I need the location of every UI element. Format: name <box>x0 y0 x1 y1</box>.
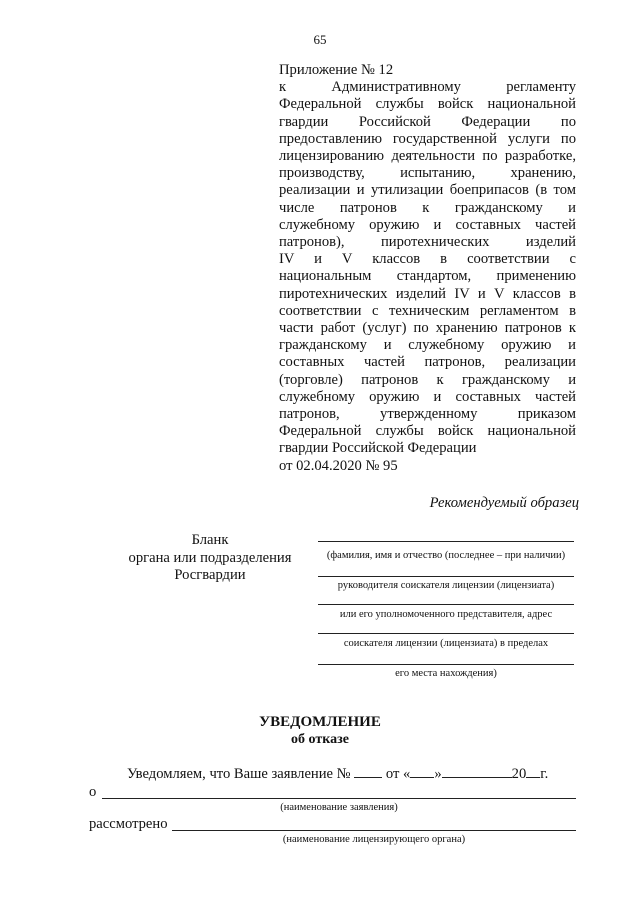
document-title: УВЕДОМЛЕНИЕ <box>259 714 381 730</box>
notice-quote-close: » <box>434 766 442 782</box>
appendix-line: числе патронов к гражданскому и <box>279 199 576 216</box>
notice-line <box>127 765 548 783</box>
appendix-line: IV и V классов в соответствии с <box>279 251 576 268</box>
appendix-line: Федеральной службы войск национальной <box>279 96 576 113</box>
appendix-line: соответствии с техническим регламентом в <box>279 302 576 319</box>
appendix-line: Приложение № 12 <box>279 62 394 78</box>
appendix-line: гвардии Российской Федерации по <box>279 113 576 130</box>
addressee-field[interactable] <box>318 664 574 665</box>
addressee-caption: его места нахождения) <box>395 668 497 679</box>
appendix-line: пиротехнических изделий IV и V классов в <box>279 285 576 302</box>
application-number-field[interactable] <box>354 765 382 778</box>
appendix-line: составных частей патронов, реализации <box>279 354 576 371</box>
addressee-field[interactable] <box>318 604 574 605</box>
day-field[interactable] <box>410 765 434 778</box>
appendix-line: лицензированию деятельности по разработке, <box>279 148 576 165</box>
appendix-header <box>279 62 576 475</box>
addressee-caption: руководителя соискателя лицензии (лицензиата) <box>337 580 555 591</box>
letterhead-line: органа или подразделения <box>128 549 292 566</box>
appendix-line: от 02.04.2020 № 95 <box>279 457 398 474</box>
appendix-line: реализации и утилизации боеприпасов (в том <box>279 182 576 199</box>
appendix-line: гражданскому и служебному оружию и <box>279 337 576 354</box>
sample-label: Рекомендуемый образец <box>429 495 579 511</box>
appendix-line: части работ (услуг) по хранению патронов к <box>279 320 576 337</box>
appendix-line: производству, испытанию, хранению, <box>279 165 576 182</box>
year-prefix: 20 <box>511 766 527 782</box>
year-suffix: г. <box>540 766 549 782</box>
document-subtitle: об отказе <box>291 732 349 747</box>
appendix-line: Федеральной службы войск национальной <box>279 423 576 440</box>
month-field[interactable] <box>442 765 512 778</box>
appendix-line: национальным стандартом, применению <box>279 268 576 285</box>
licensing-authority-caption: (наименование лицензирующего органа) <box>282 834 466 845</box>
addressee-caption: (фамилия, имя и отчество (последнее – при наличии) <box>326 550 566 561</box>
addressee-caption: или его уполномоченного представителя, адрес <box>339 609 553 620</box>
appendix-line: служебному оружию и составных частей <box>279 216 576 233</box>
appendix-line: (торговле) патронов к гражданскому и <box>279 371 576 388</box>
appendix-line: предоставлению государственной услуги по <box>279 130 576 147</box>
notice-text: Уведомляем, что Ваше заявление № <box>127 766 351 782</box>
letterhead-line: Росгвардии <box>174 567 246 583</box>
application-name-caption: (наименование заявления) <box>280 802 398 813</box>
appendix-line: служебному оружию и составных частей <box>279 388 576 405</box>
addressee-field[interactable] <box>318 633 574 634</box>
appendix-line: патронов, утвержденному приказом <box>279 406 576 423</box>
appendix-line: к Административному регламенту <box>279 79 576 96</box>
year-field[interactable] <box>526 765 540 778</box>
o-label: о <box>89 784 97 800</box>
addressee-caption: соискателя лицензии (лицензиата) в пределах <box>343 638 549 649</box>
licensing-authority-field[interactable] <box>172 830 576 831</box>
appendix-line: гвардии Российской Федерации <box>279 440 477 457</box>
addressee-field[interactable] <box>318 541 574 542</box>
considered-label: рассмотрено <box>89 816 168 832</box>
application-name-field[interactable] <box>102 798 576 799</box>
page-number: 65 <box>313 32 327 47</box>
appendix-line: патронов), пиротехнических изделий <box>279 234 576 251</box>
addressee-field[interactable] <box>318 576 574 577</box>
notice-from-label: от « <box>385 766 411 782</box>
letterhead-line: Бланк <box>191 532 229 548</box>
